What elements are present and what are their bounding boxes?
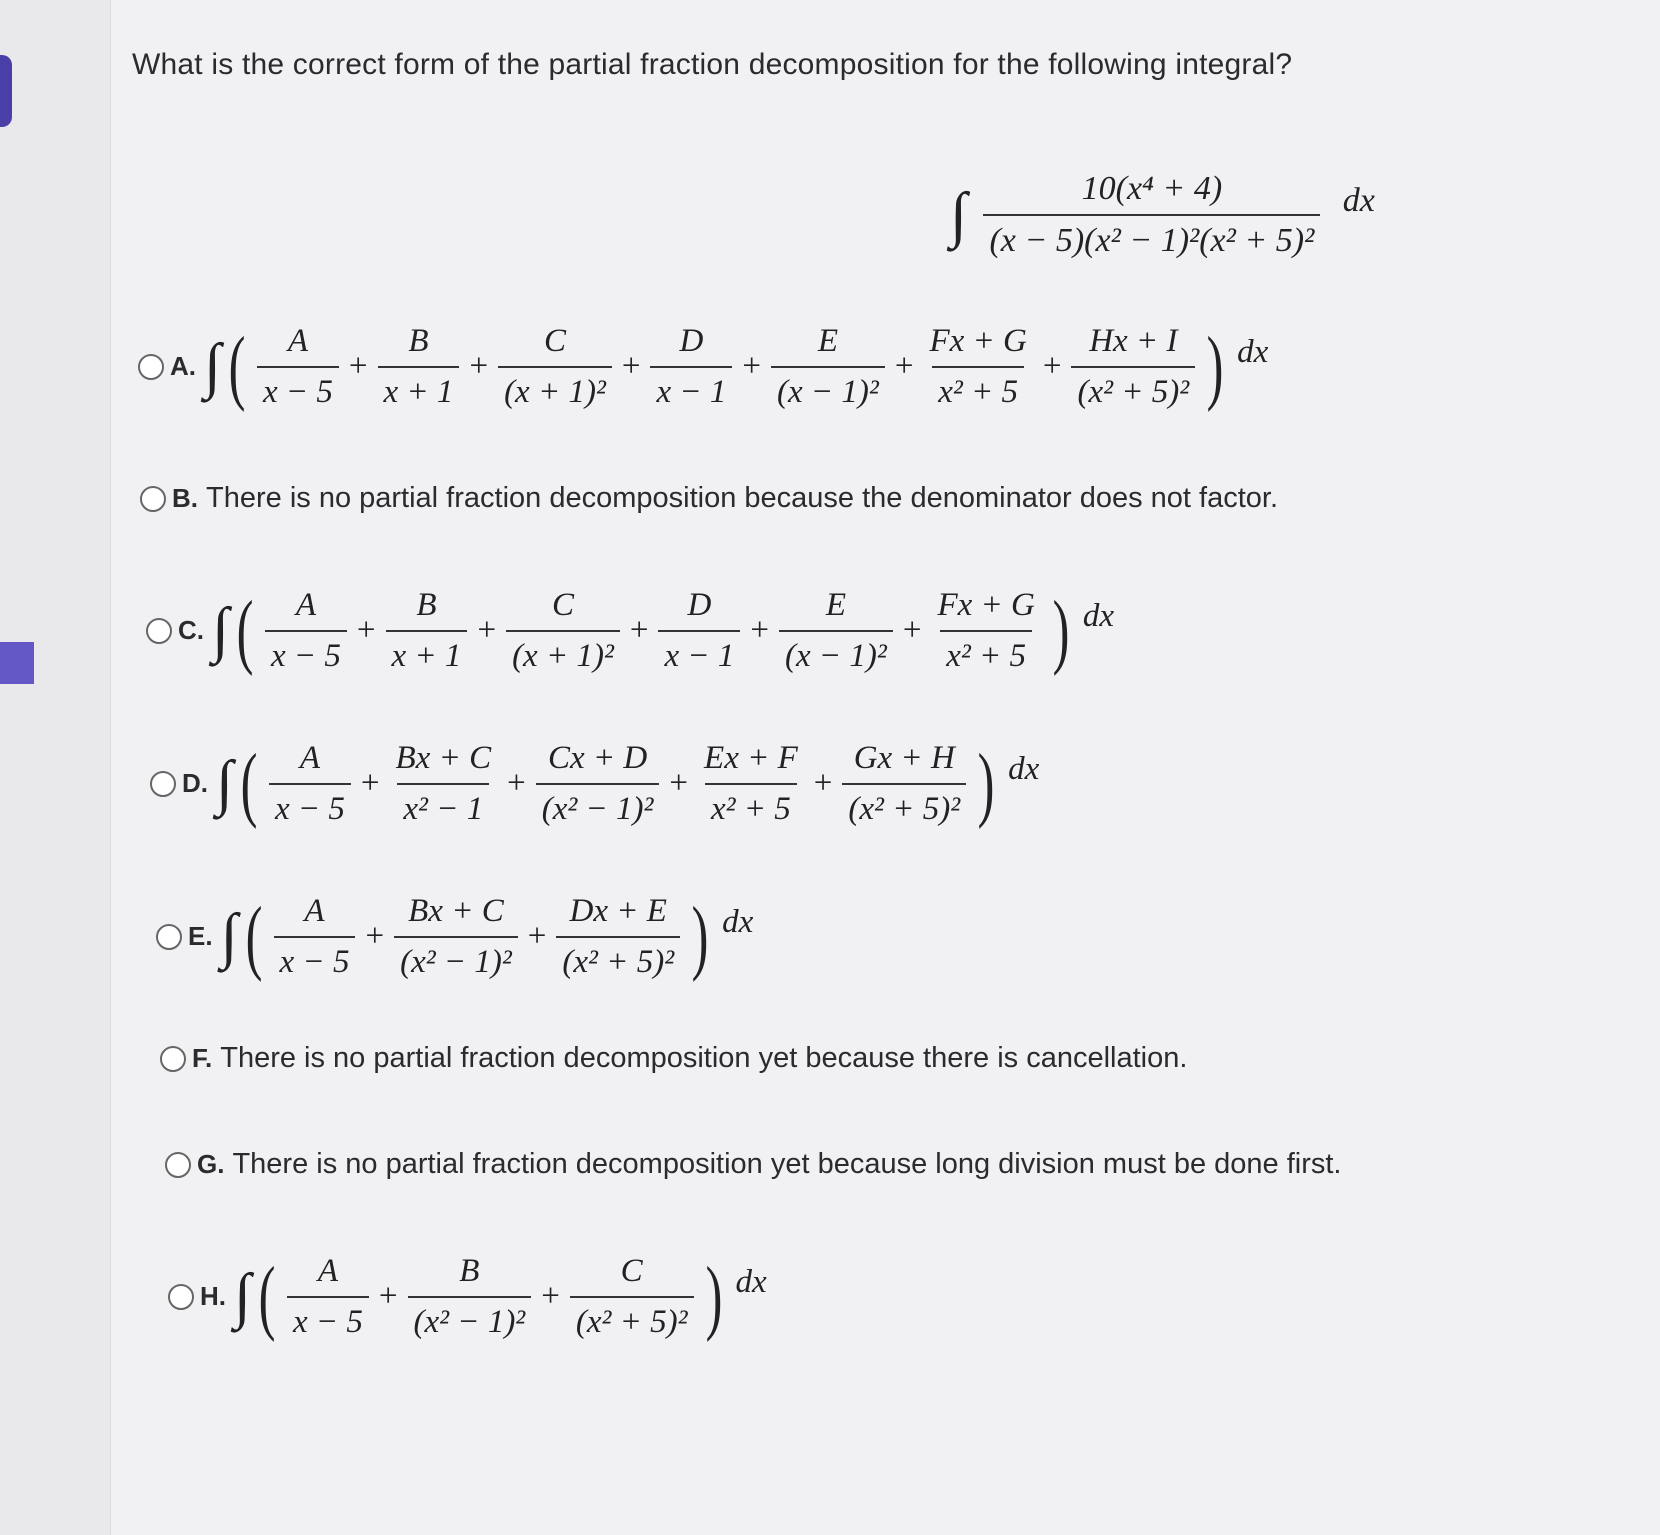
option-dx: dx: [1008, 751, 1040, 787]
term-numerator: C: [620, 1252, 643, 1289]
side-tab[interactable]: [0, 55, 12, 127]
option-letter: F.: [192, 1043, 213, 1073]
option-expression: [221, 888, 754, 985]
fraction-term: [498, 323, 612, 411]
term-numerator: Cx + D: [547, 739, 648, 776]
option-h[interactable]: [168, 1248, 767, 1345]
radio-button[interactable]: [150, 771, 176, 797]
radio-button[interactable]: [168, 1284, 194, 1310]
plus-sign: +: [750, 612, 770, 648]
term-numerator: Fx + G: [929, 322, 1027, 359]
option-c[interactable]: [146, 582, 1114, 679]
option-letter: A.: [170, 351, 196, 381]
term-denominator: (x² − 1)²: [394, 936, 518, 981]
option-f[interactable]: [160, 1042, 1187, 1075]
fraction-term: [408, 1253, 532, 1341]
term-numerator: Gx + H: [853, 739, 955, 776]
term-denominator: (x − 1)²: [771, 366, 885, 411]
close-paren: ): [1206, 320, 1224, 413]
fraction-term: [842, 740, 966, 828]
term-numerator: Bx + C: [395, 739, 492, 776]
given-integral: [950, 170, 1375, 260]
fraction-term: [390, 740, 498, 828]
given-numerator: 10(x⁴ + 4): [1081, 170, 1223, 207]
term-denominator: (x² + 5)²: [842, 783, 966, 828]
option-expression: [204, 318, 1268, 415]
term-denominator: (x + 1)²: [506, 630, 620, 675]
radio-button[interactable]: [165, 1152, 191, 1178]
radio-button[interactable]: [156, 924, 182, 950]
plus-sign: +: [469, 348, 489, 384]
term-numerator: A: [317, 1252, 339, 1289]
fraction-term: [378, 323, 460, 411]
term-numerator: Hx + I: [1089, 322, 1178, 359]
plus-sign: +: [1042, 348, 1062, 384]
term-denominator: x² + 5: [940, 630, 1032, 675]
question-text: What is the correct form of the partial fraction decomposition for the following integral?: [132, 48, 1293, 81]
term-numerator: D: [679, 322, 704, 359]
term-numerator: Fx + G: [937, 586, 1035, 623]
option-b[interactable]: [140, 482, 1278, 515]
term-denominator: x − 5: [265, 630, 347, 675]
open-paren: (: [258, 1250, 276, 1343]
fraction-term: [506, 587, 620, 675]
term-denominator: (x + 1)²: [498, 366, 612, 411]
close-paren: ): [1052, 584, 1070, 677]
integral-sign: ∫: [220, 902, 238, 970]
plus-sign: +: [742, 348, 762, 384]
term-numerator: A: [295, 586, 317, 623]
plus-sign: +: [507, 765, 526, 801]
plus-sign: +: [378, 1278, 398, 1314]
plus-sign: +: [669, 765, 689, 801]
option-dx: dx: [735, 1264, 767, 1300]
term-numerator: Ex + F: [704, 739, 798, 776]
integral-sign: ∫: [234, 1262, 251, 1330]
option-expression: [216, 735, 1039, 832]
option-letter: E.: [188, 921, 213, 951]
plus-sign: +: [629, 612, 649, 648]
option-g[interactable]: [165, 1148, 1342, 1181]
term-denominator: (x² + 5)²: [556, 936, 680, 981]
option-dx: dx: [722, 904, 754, 940]
open-paren: (: [240, 737, 258, 830]
given-fraction: [983, 170, 1320, 260]
plus-sign: +: [813, 765, 833, 801]
term-denominator: x² − 1: [397, 783, 489, 828]
term-denominator: (x² + 5)²: [1071, 366, 1195, 411]
radio-button[interactable]: [140, 486, 166, 512]
integral-sign: ∫: [216, 749, 233, 817]
plus-sign: +: [348, 348, 368, 384]
integral-sign: ∫: [212, 596, 229, 664]
side-marker[interactable]: [0, 642, 34, 684]
fraction-term: [650, 323, 732, 411]
term-denominator: (x² − 1)²: [408, 1296, 532, 1341]
term-numerator: A: [304, 892, 325, 929]
option-expression: [234, 1248, 767, 1345]
fraction-term: [570, 1253, 694, 1341]
given-denominator: (x − 5)(x² − 1)²(x² + 5)²: [983, 214, 1320, 260]
term-denominator: x − 5: [257, 366, 339, 411]
term-denominator: x − 5: [274, 936, 356, 981]
plus-sign: +: [527, 918, 547, 954]
term-numerator: B: [416, 586, 437, 623]
fraction-term: [556, 893, 680, 981]
integral-sign: ∫: [950, 180, 967, 249]
open-paren: (: [236, 584, 254, 677]
term-denominator: (x − 1)²: [779, 630, 893, 675]
fraction-term: [1071, 323, 1195, 411]
fraction-term: [698, 740, 804, 828]
option-e[interactable]: [156, 888, 753, 985]
fraction-term: [658, 587, 740, 675]
option-a[interactable]: [138, 318, 1268, 415]
fraction-term: [779, 587, 893, 675]
option-letter: G.: [197, 1149, 225, 1179]
term-numerator: A: [287, 322, 309, 359]
term-denominator: x² + 5: [932, 366, 1024, 411]
plus-sign: +: [477, 612, 497, 648]
plus-sign: +: [360, 765, 380, 801]
fraction-term: [923, 323, 1032, 411]
close-paren: ): [691, 890, 709, 983]
fraction-term: [269, 740, 351, 828]
option-text: There is no partial fraction decomposition yet because long division must be done first.: [232, 1148, 1342, 1180]
fraction-term: [287, 1253, 369, 1341]
radio-button[interactable]: [138, 354, 164, 380]
fraction-term: [257, 323, 339, 411]
fraction-term: [771, 323, 885, 411]
term-denominator: (x² − 1)²: [536, 783, 660, 828]
fraction-term: [386, 587, 468, 675]
option-dx: dx: [1082, 598, 1114, 634]
plus-sign: +: [894, 348, 914, 384]
term-denominator: x − 1: [650, 366, 732, 411]
option-dx: dx: [1237, 334, 1269, 370]
close-paren: ): [705, 1250, 722, 1343]
term-numerator: B: [408, 322, 429, 359]
option-letter: H.: [200, 1281, 226, 1311]
fraction-term: [274, 893, 356, 981]
term-denominator: x + 1: [386, 630, 468, 675]
integral-sign: ∫: [204, 332, 221, 400]
term-denominator: x − 1: [658, 630, 740, 675]
fraction-term: [536, 740, 660, 828]
term-denominator: x − 5: [287, 1296, 369, 1341]
option-d[interactable]: [150, 735, 1039, 832]
term-numerator: E: [825, 586, 847, 623]
plus-sign: +: [356, 612, 376, 648]
plus-sign: +: [541, 1278, 560, 1314]
radio-button[interactable]: [160, 1046, 186, 1072]
radio-button[interactable]: [146, 618, 172, 644]
plus-sign: +: [621, 348, 641, 384]
fraction-term: [931, 587, 1040, 675]
term-numerator: C: [551, 586, 574, 623]
open-paren: (: [228, 320, 246, 413]
term-numerator: Bx + C: [408, 892, 504, 929]
term-denominator: x − 5: [269, 783, 351, 828]
option-letter: B.: [172, 483, 198, 513]
term-numerator: Dx + E: [569, 892, 667, 929]
fraction-term: [265, 587, 347, 675]
term-numerator: E: [817, 322, 839, 359]
plus-sign: +: [365, 918, 385, 954]
term-denominator: x² + 5: [705, 783, 797, 828]
fraction-term: [394, 893, 518, 981]
option-expression: [212, 582, 1114, 679]
term-numerator: D: [687, 586, 712, 623]
plus-sign: +: [902, 612, 922, 648]
open-paren: (: [245, 890, 262, 983]
term-denominator: x + 1: [378, 366, 460, 411]
option-text: There is no partial fraction decomposition yet because there is cancellation.: [220, 1042, 1188, 1074]
option-text: There is no partial fraction decomposition because the denominator does not factor.: [206, 482, 1279, 514]
close-paren: ): [977, 737, 995, 830]
option-letter: C.: [178, 615, 204, 645]
option-letter: D.: [182, 768, 208, 798]
given-dx: dx: [1342, 182, 1375, 219]
term-numerator: B: [459, 1252, 480, 1289]
term-denominator: (x² + 5)²: [570, 1296, 694, 1341]
term-numerator: C: [543, 322, 566, 359]
term-numerator: A: [299, 739, 321, 776]
